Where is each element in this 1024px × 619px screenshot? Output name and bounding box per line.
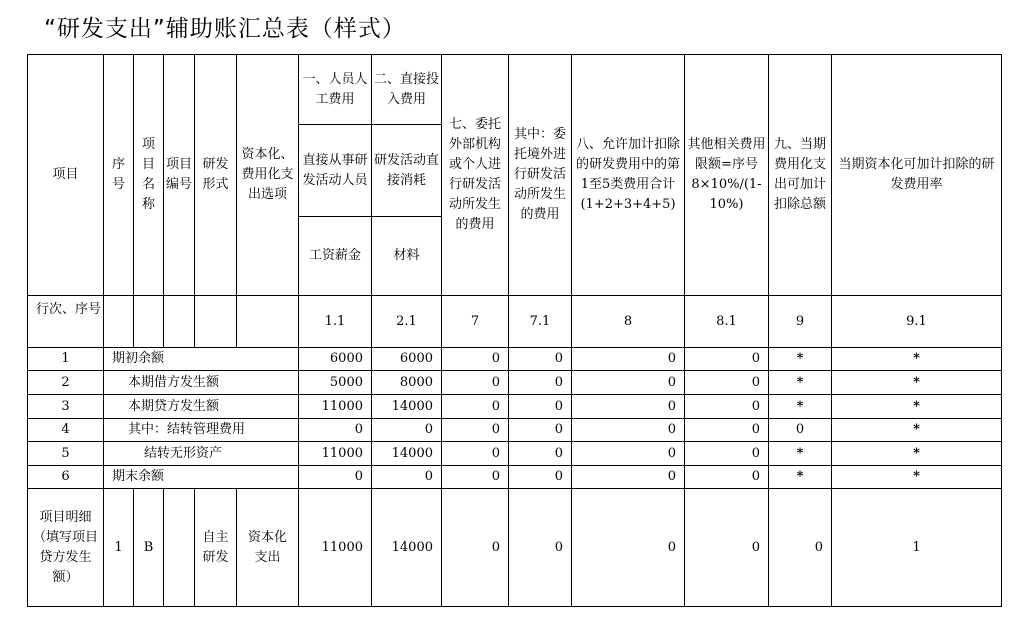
detail-option: 资本化支出 — [237, 489, 299, 607]
cell-c7: 0 — [442, 348, 509, 371]
cell-c81: 0 — [685, 348, 769, 371]
header-col91: 当期资本化可加计扣除的研发费用率 — [832, 55, 1002, 296]
row-no: 2 — [28, 371, 104, 395]
row-index-c2: 2.1 — [372, 296, 442, 348]
cell-c1: 0 — [299, 419, 372, 442]
cell-c81: 0 — [685, 466, 769, 489]
detail-c1: 11000 — [299, 489, 372, 607]
row-no: 3 — [28, 395, 104, 419]
cell-c71: 0 — [509, 371, 572, 395]
table-row — [28, 419, 1002, 442]
cell-c81: 0 — [685, 395, 769, 419]
cell-c2: 14000 — [372, 395, 442, 419]
table-row — [28, 466, 1002, 489]
cell-c8: 0 — [572, 466, 685, 489]
cell-c91: * — [832, 419, 1002, 442]
detail-c7: 0 — [442, 489, 509, 607]
cell-c7: 0 — [442, 442, 509, 466]
cell-c81: 0 — [685, 419, 769, 442]
detail-c71: 0 — [509, 489, 572, 607]
row-label: 本期贷方发生额 — [104, 395, 299, 419]
cell-c2: 8000 — [372, 371, 442, 395]
cell-c7: 0 — [442, 419, 509, 442]
detail-seq: 1 — [104, 489, 134, 607]
detail-c2: 14000 — [372, 489, 442, 607]
row-index-c71: 7.1 — [509, 296, 572, 348]
cell-c1: 11000 — [299, 395, 372, 419]
cell-c8: 0 — [572, 419, 685, 442]
cell-c2: 0 — [372, 419, 442, 442]
row-no: 1 — [28, 348, 104, 371]
cell-c91: * — [832, 348, 1002, 371]
row-no: 5 — [28, 442, 104, 466]
detail-form: 自主研发 — [195, 489, 237, 607]
cell-c81: 0 — [685, 371, 769, 395]
cell-c91: * — [832, 442, 1002, 466]
cell-c71: 0 — [509, 395, 572, 419]
cell-c8: 0 — [572, 395, 685, 419]
cell-c9: * — [769, 442, 832, 466]
header-seq: 序号 — [104, 55, 134, 296]
row-index-c9: 9 — [769, 296, 832, 348]
cell-c2: 14000 — [372, 442, 442, 466]
detail-c9: 0 — [769, 489, 832, 607]
row-index-c8: 8 — [572, 296, 685, 348]
header-col7: 七、委托外部机构或个人进行研发活动所发生的费用 — [442, 55, 509, 296]
row-label: 本期借方发生额 — [104, 371, 299, 395]
table-row — [28, 348, 1002, 371]
detail-row — [28, 489, 1002, 607]
row-label: 期末余额 — [104, 466, 299, 489]
header-g2-title: 二、直接投入费用 — [372, 55, 442, 125]
row-index-c7: 7 — [442, 296, 509, 348]
detail-label: 项目明细（填写项目贷方发生额） — [28, 489, 104, 607]
row-index-label: 行次、序号 — [28, 296, 104, 348]
row-index-c1: 1.1 — [299, 296, 372, 348]
cell-c7: 0 — [442, 371, 509, 395]
cell-c2: 6000 — [372, 348, 442, 371]
cell-c8: 0 — [572, 371, 685, 395]
cell-c1: 11000 — [299, 442, 372, 466]
cell-c91: * — [832, 466, 1002, 489]
header-project: 项目 — [28, 55, 104, 296]
row-index-c81: 8.1 — [685, 296, 769, 348]
header-cap-option: 资本化、费用化支出选项 — [237, 55, 299, 296]
header-project-code: 项目编号 — [164, 55, 195, 296]
detail-name: B — [134, 489, 164, 607]
cell-c1: 5000 — [299, 371, 372, 395]
cell-c8: 0 — [572, 348, 685, 371]
table-row — [28, 395, 1002, 419]
table-row — [28, 371, 1002, 395]
cell-c9: 0 — [769, 419, 832, 442]
header-g1-leaf: 工资薪金 — [299, 217, 372, 296]
header-project-name: 项目名称 — [134, 55, 164, 296]
cell-c71: 0 — [509, 348, 572, 371]
cell-c91: * — [832, 371, 1002, 395]
cell-c71: 0 — [509, 419, 572, 442]
header-g1-title: 一、人员人工费用 — [299, 55, 372, 125]
cell-c7: 0 — [442, 395, 509, 419]
row-label: 其中：结转管理费用 — [104, 419, 299, 442]
header-col9: 九、当期费用化支出可加计扣除总额 — [769, 55, 832, 296]
header-g2-sub: 研发活动直接消耗 — [372, 125, 442, 217]
detail-c8: 0 — [572, 489, 685, 607]
detail-c81: 0 — [685, 489, 769, 607]
row-label: 结转无形资产 — [104, 442, 299, 466]
rd-summary-table — [27, 54, 1002, 607]
cell-c9: * — [769, 466, 832, 489]
header-g2-leaf: 材料 — [372, 217, 442, 296]
row-no: 6 — [28, 466, 104, 489]
cell-c8: 0 — [572, 442, 685, 466]
row-label: 期初余额 — [104, 348, 299, 371]
detail-c91: 1 — [832, 489, 1002, 607]
header-g1-sub: 直接从事研发活动人员 — [299, 125, 372, 217]
row-no: 4 — [28, 419, 104, 442]
cell-c1: 6000 — [299, 348, 372, 371]
cell-c2: 0 — [372, 466, 442, 489]
detail-code — [164, 489, 195, 607]
cell-c91: * — [832, 395, 1002, 419]
cell-c7: 0 — [442, 466, 509, 489]
cell-c81: 0 — [685, 442, 769, 466]
cell-c9: * — [769, 395, 832, 419]
header-rd-form: 研发形式 — [195, 55, 237, 296]
cell-c9: * — [769, 348, 832, 371]
header-col8: 八、允许加计扣除的研发费用中的第1至5类费用合计(1+2+3+4+5) — [572, 55, 685, 296]
page-title: “研发支出”辅助账汇总表（样式） — [44, 16, 406, 42]
header-col71: 其中：委托境外进行研发活动所发生的费用 — [509, 55, 572, 296]
cell-c1: 0 — [299, 466, 372, 489]
header-col81: 其他相关费用限额=序号8×10%/(1-10%) — [685, 55, 769, 296]
cell-c9: * — [769, 371, 832, 395]
cell-c71: 0 — [509, 442, 572, 466]
row-index-c91: 9.1 — [832, 296, 1002, 348]
table-row — [28, 442, 1002, 466]
cell-c71: 0 — [509, 466, 572, 489]
